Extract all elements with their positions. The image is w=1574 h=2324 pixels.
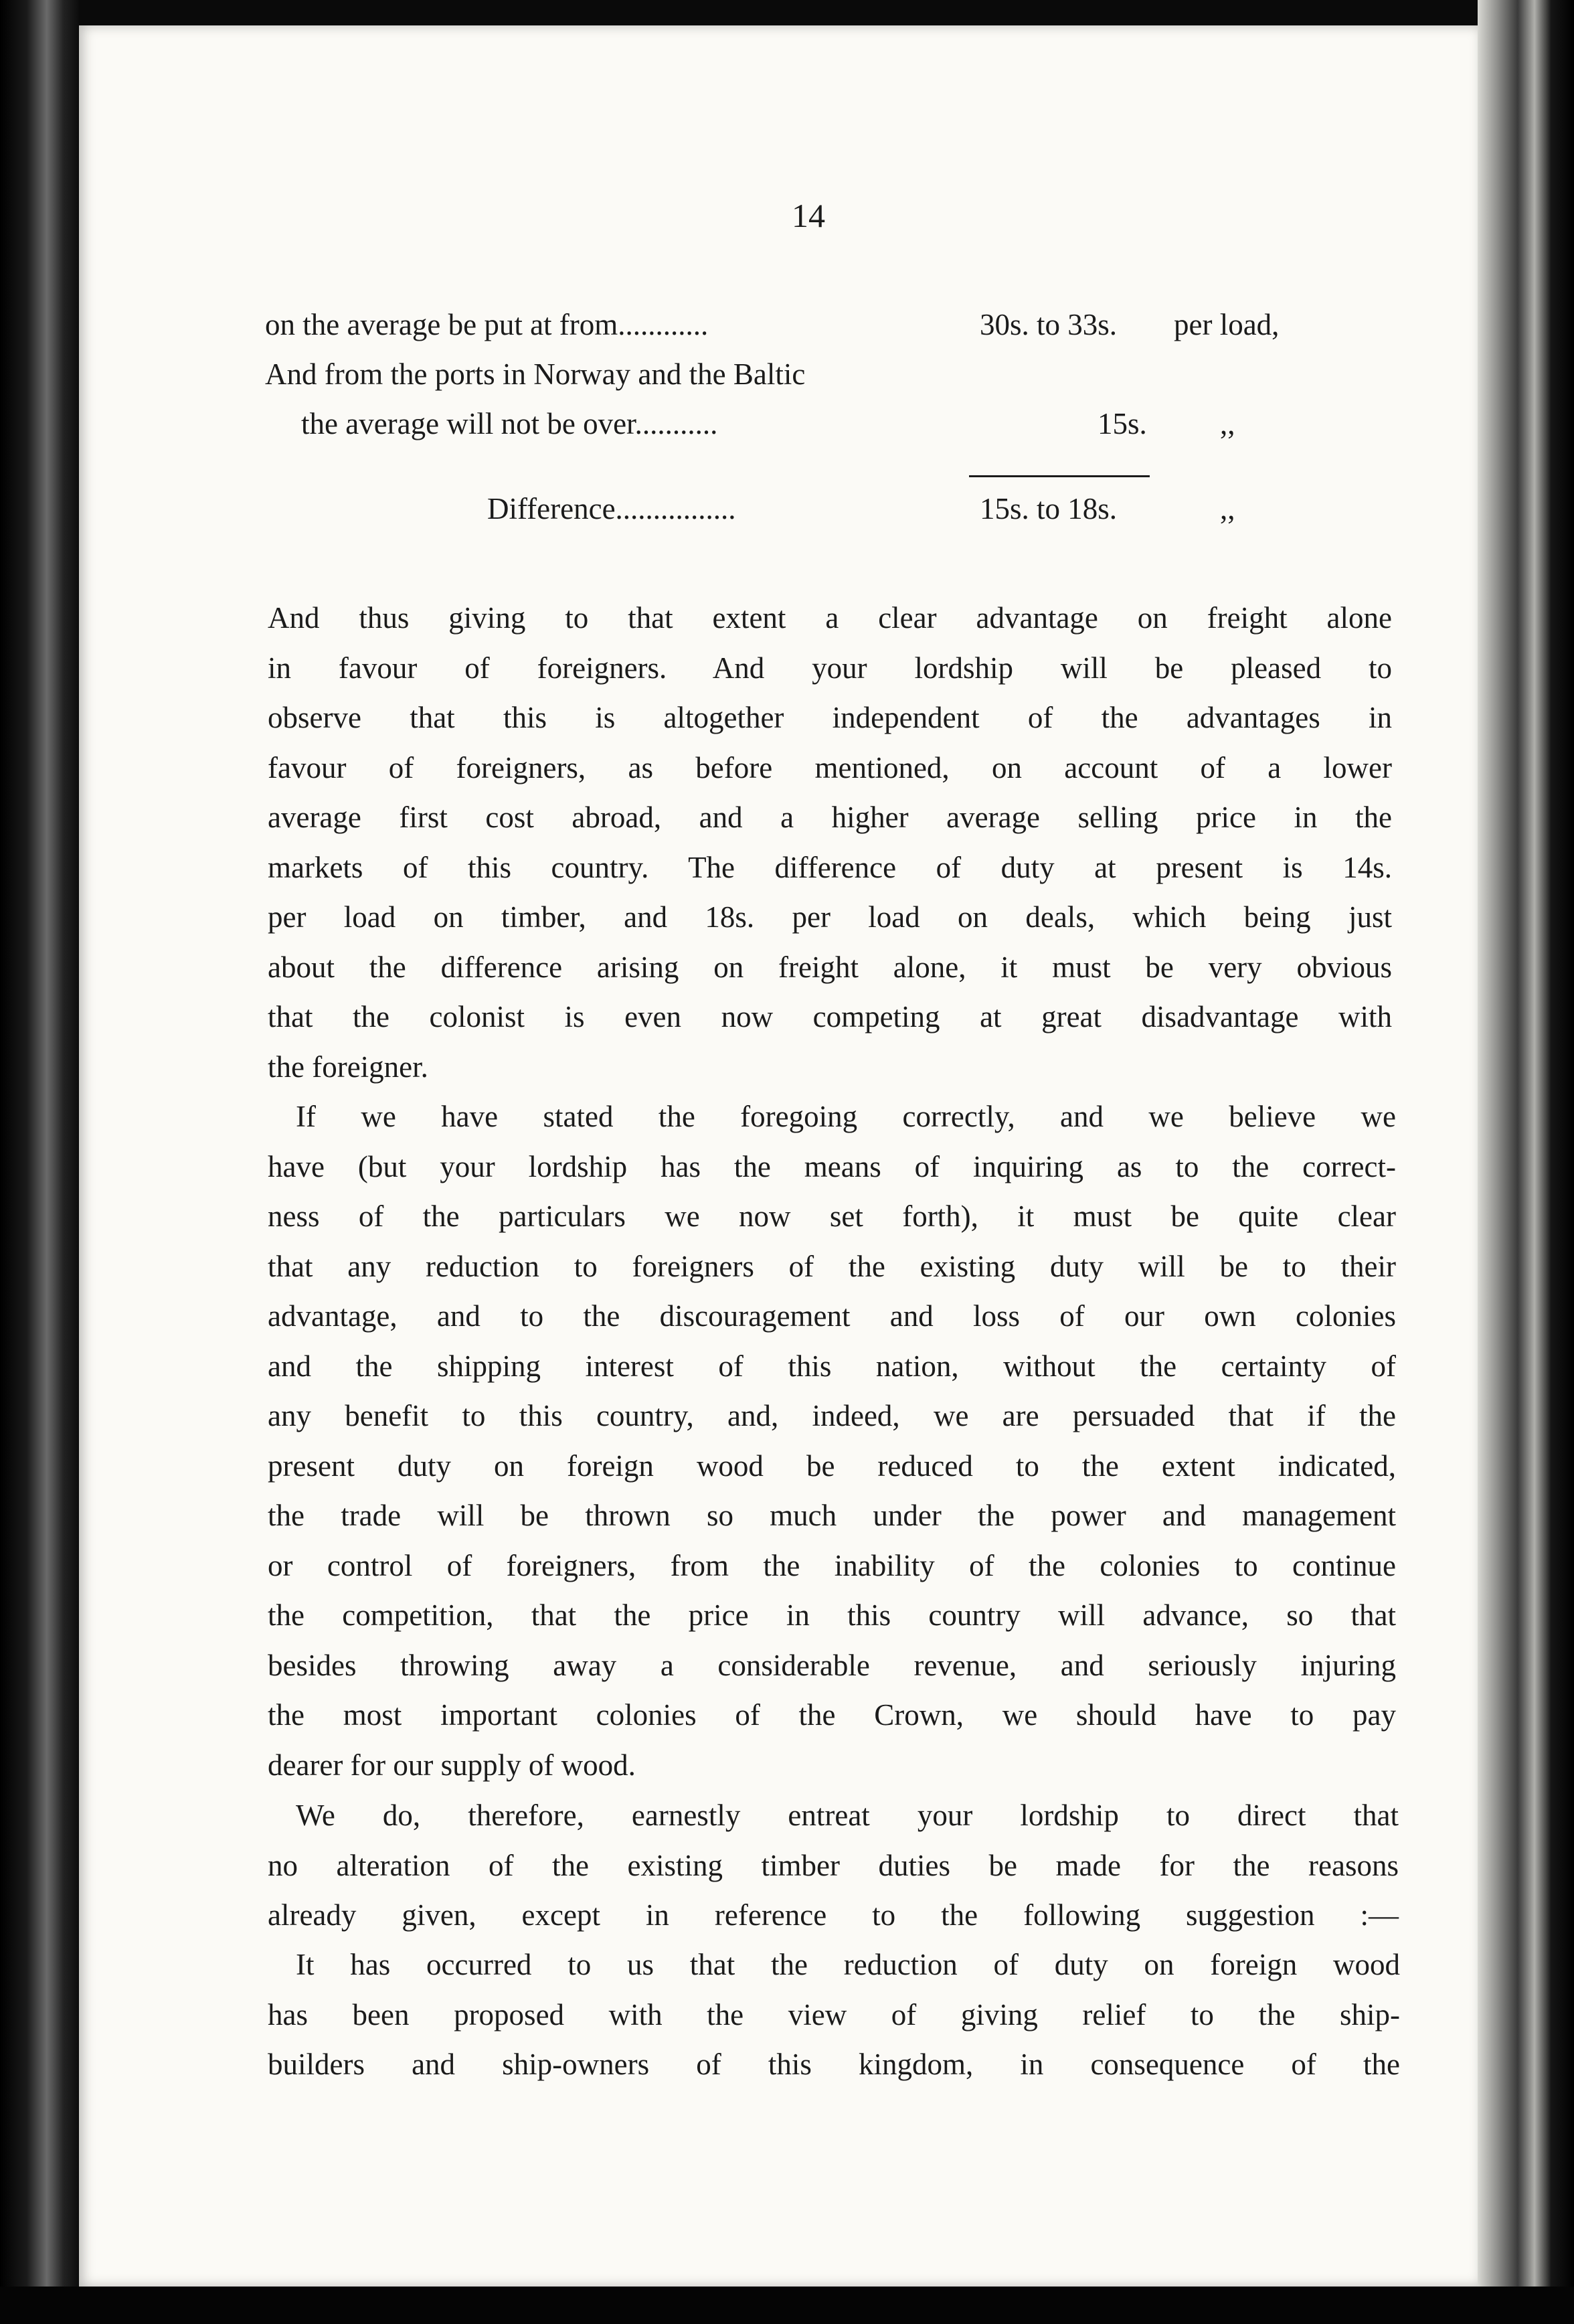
text-line: average first cost abroad, and a higher average selling price in the	[268, 801, 1392, 834]
row-unit: ,,	[1220, 407, 1235, 440]
row-unit: ,,	[1220, 492, 1235, 525]
text-line: per load on timber, and 18s. per load on deals, which being just	[268, 900, 1392, 934]
text-line: favour of foreigners, as before mentioned, on account of a lower	[268, 750, 1392, 784]
text-line: the foreigner.	[268, 1050, 428, 1084]
row-dots: ............	[618, 308, 709, 341]
text-line: the most important colonies of the Crown, we should have to pay	[268, 1698, 1396, 1732]
row-dots: ...........	[634, 407, 718, 440]
text-line: any benefit to this country, and, indeed, we are persuaded that if the	[268, 1399, 1396, 1432]
text-line: in favour of foreigners. And your lordship will be pleased to	[268, 651, 1392, 685]
text-line: observe that this is altogether independent of the advantages in	[268, 701, 1392, 734]
text-line: that any reduction to foreigners of the existing duty will be to their	[268, 1249, 1396, 1283]
row-label: And from the ports in Norway and the Baltic	[265, 357, 806, 391]
text-line: has been proposed with the view of giving relief to the ship-	[268, 1997, 1400, 2031]
text-line: If we have stated the foregoing correctly, and we believe we	[296, 1100, 1396, 1133]
value-text: 30s. to 33s.	[980, 308, 1118, 341]
text-line: dearer for our supply of wood.	[268, 1748, 636, 1782]
text-line: markets of this country. The difference of duty at present is 14s.	[268, 850, 1392, 884]
text-line: the trade will be thrown so much under the power and management	[268, 1499, 1396, 1532]
text-line: builders and ship-owners of this kingdom, in consequence of the	[268, 2048, 1400, 2081]
page-content	[79, 25, 1478, 2287]
text-line: about the difference arising on freight alone, it must be very obvious	[268, 950, 1392, 984]
page-edge	[1478, 0, 1574, 2324]
text-line: present duty on foreign wood be reduced to the extent indicated,	[268, 1448, 1396, 1483]
page-number: 14	[792, 197, 825, 234]
text-line: and the shipping interest of this nation, without the certainty of	[268, 1349, 1396, 1383]
table-row	[487, 489, 736, 529]
table-row	[301, 404, 717, 444]
text-line: And thus giving to that extent a clear advantage on freight alone	[268, 601, 1392, 635]
paragraph-4	[268, 1940, 1400, 2090]
paragraph-2	[268, 1092, 1396, 1790]
text-line: no alteration of the existing timber duties be made for the reasons	[268, 1848, 1399, 1882]
text-line: We do, therefore, earnestly entreat your lordship to direct that	[296, 1799, 1399, 1832]
page-sheet	[79, 25, 1478, 2287]
text-line: besides throwing away a considerable revenue, and seriously injuring	[268, 1648, 1396, 1682]
row-label: the average will not be over	[301, 407, 635, 440]
paragraph-1	[268, 593, 1392, 1092]
row-label: on the average be put at from	[265, 308, 618, 341]
text-line: ness of the particulars we now set forth), it must be quite clear	[268, 1199, 1396, 1233]
scan-border	[0, 2287, 1574, 2324]
book-binding	[0, 0, 79, 2324]
sum-rule	[969, 475, 1150, 477]
row-unit: per load,	[1174, 308, 1280, 341]
paragraph-3	[268, 1791, 1399, 1940]
row-label: Difference	[487, 492, 616, 525]
text-line: or control of foreigners, from the inability of the colonies to continue	[268, 1548, 1396, 1582]
row-value: 15s.	[1098, 407, 1147, 440]
table-row	[265, 305, 708, 345]
text-line: have (but your lordship has the means of inquiring as to the correct-	[268, 1149, 1396, 1183]
text-line: the competition, that the price in this country will advance, so that	[268, 1598, 1396, 1632]
table-row	[265, 354, 805, 394]
row-value: 15s. to 18s.	[980, 492, 1118, 525]
text-line: that the colonist is even now competing at great disadvantage with	[268, 1000, 1392, 1033]
text-line: already given, except in reference to the following suggestion :—	[268, 1898, 1399, 1932]
text-line: It has occurred to us that the reduction of duty on foreign wood	[296, 1948, 1400, 1981]
row-dots: ................	[615, 492, 736, 525]
text-line: advantage, and to the discouragement and loss of our own colonies	[268, 1299, 1396, 1333]
row-value	[980, 305, 1117, 345]
